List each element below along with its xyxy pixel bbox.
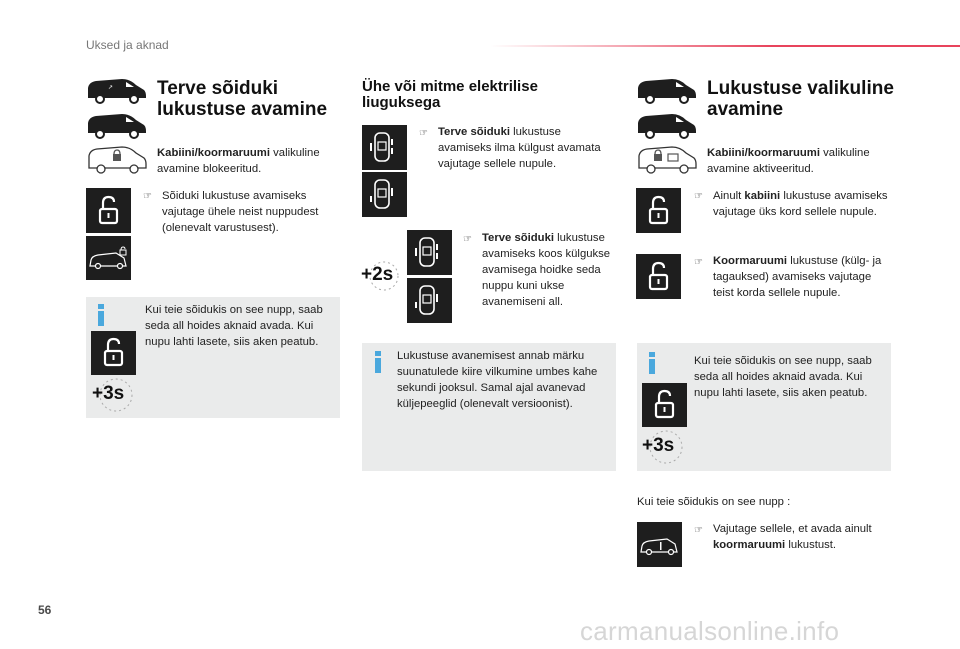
- van-side-unlock-icon: [637, 522, 682, 567]
- bullet-text: Sõiduki lukustuse avamiseks vajutage ühele neist nuppudest (olenevalt varustusest).: [162, 190, 319, 234]
- sliding-door-icon: [407, 230, 452, 275]
- unlock-button-icon: [636, 254, 681, 299]
- van-icon: [86, 111, 148, 144]
- extra-intro: Kui teie sõidukis on see nupp :: [637, 496, 791, 508]
- bullet-icon: ☞: [694, 525, 703, 536]
- watermark: carmanualsonline.info: [580, 616, 840, 646]
- section-title: Uksed ja aknad: [86, 38, 169, 52]
- deactivated-note: Kabiini/koormaruumi valikuline avamine blokeeritud.: [157, 147, 320, 175]
- section-heading: Ühe või mitme elektrilise liuguksega: [362, 78, 538, 111]
- van-icon: [86, 76, 148, 109]
- bullet-text: Vajutage sellele, et avada ainult koormaruumi lukustust.: [713, 523, 872, 551]
- van-icon: [636, 76, 698, 109]
- bullet-text: Terve sõiduki lukustuse avamiseks ilma külgust avamata vajutage sellele nupule.: [438, 126, 601, 170]
- info-text: Kui teie sõidukis on see nupp, saab seda all hoides aknaid avada. Kui nupu lahti lasete, siis aken peatub.: [694, 355, 872, 399]
- info-text: Lukustuse avanemisest annab märku suunatulede kiire vilkumine umbes kahe sekundi jooksul. Samal ajal avanevad küljepeeglid (olenevalt versioonist).: [397, 350, 598, 410]
- info-box: [86, 297, 340, 418]
- info-icon: [646, 352, 660, 379]
- hold-3s-label: +3s: [92, 383, 125, 404]
- bullet-icon: ☞: [419, 128, 428, 139]
- bullet-text: Ainult kabiini lukustuse avamiseks vajutage üks kord sellele nupule.: [713, 190, 888, 218]
- timer-icon: [90, 377, 136, 413]
- header-accent-line: [490, 45, 960, 47]
- van-locked-outline-icon: [86, 142, 148, 181]
- unlock-button-icon: [86, 188, 131, 233]
- hold-2s-label: +2s: [361, 264, 394, 285]
- unlock-button-icon: [91, 331, 136, 375]
- page-number: 56: [38, 603, 52, 617]
- section-heading: Terve sõiduki lukustuse avamine: [157, 78, 328, 120]
- timer-icon: [640, 429, 686, 465]
- timer-icon: [360, 260, 402, 292]
- info-box: [362, 343, 616, 471]
- bullet-icon: ☞: [463, 234, 472, 245]
- bullet-text: Terve sõiduki lukustuse avamiseks koos külgukse avamisega hoidke seda nuppu kuni ukse avanemiseni all.: [482, 232, 611, 308]
- van-side-unlock-icon: [86, 236, 131, 280]
- svg-text:↗: ↗: [108, 84, 114, 91]
- van-locked-outline-icon: [636, 142, 698, 181]
- van-icon: [636, 111, 698, 144]
- activated-note: Kabiini/koormaruumi valikuline avamine aktiveeritud.: [707, 147, 870, 175]
- sliding-door-icon: [407, 278, 452, 323]
- unlock-button-icon: [642, 383, 687, 427]
- sliding-door-icon: [362, 125, 407, 170]
- info-icon: [95, 304, 109, 331]
- bullet-text: Koormaruumi lukustuse (külg- ja tagauksed) avamiseks vajutage teist korda sellele nupule.: [713, 255, 882, 299]
- info-icon: [372, 351, 386, 378]
- info-text: Kui teie sõidukis on see nupp, saab seda all hoides aknaid avada. Kui nupu lahti lasete, siis aken peatub.: [145, 304, 323, 348]
- hold-3s-label: +3s: [642, 435, 675, 456]
- info-box: [637, 343, 891, 471]
- bullet-icon: ☞: [694, 257, 703, 268]
- unlock-button-icon: [636, 188, 681, 233]
- bullet-icon: ☞: [143, 191, 152, 202]
- bullet-icon: ☞: [694, 191, 703, 202]
- section-heading: Lukustuse valikuline avamine: [707, 78, 894, 120]
- sliding-door-icon: [362, 172, 407, 217]
